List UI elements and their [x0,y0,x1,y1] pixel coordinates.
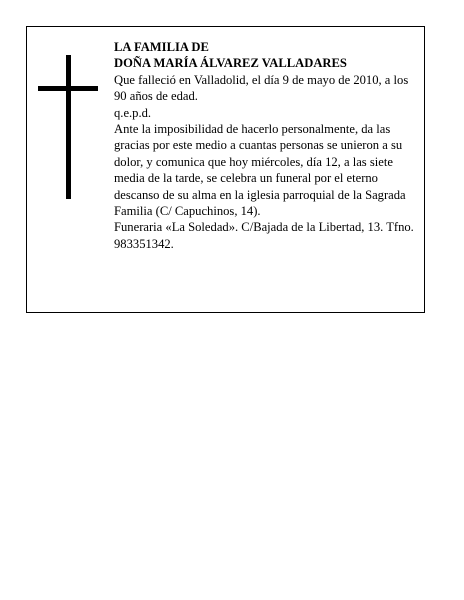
cross-vertical-bar [66,55,71,199]
rip-abbreviation: q.e.p.d. [114,105,152,120]
obituary-notice [26,26,425,313]
cross-horizontal-bar [38,86,98,91]
death-statement: Que falleció en Valladolid, el día 9 de mayo de 2010, a los 90 años de edad. [114,72,409,104]
heading-deceased-name: DOÑA MARÍA ÁLVAREZ VALLADARES [114,56,347,71]
notice-text-block [114,39,420,252]
heading-family: LA FAMILIA DE [114,40,209,54]
funeral-home-contact: Funeraria «La Soledad». C/Bajada de la Libertad, 13. Tfno. 983351342. [114,220,414,251]
thanks-and-funeral-message: Ante la imposibilidad de hacerlo personalmente, da las gracias por este medio a cuantas personas se unieron a su dolor, y comunica que hoy miércoles, día 12, a las siete media de la tarde, se celebra un funeral por el eterno descanso de su alma en la iglesia parroquial de la Sagrada Familia (C/ Capuchinos, 14). [114,122,406,219]
cross-icon [38,55,98,199]
